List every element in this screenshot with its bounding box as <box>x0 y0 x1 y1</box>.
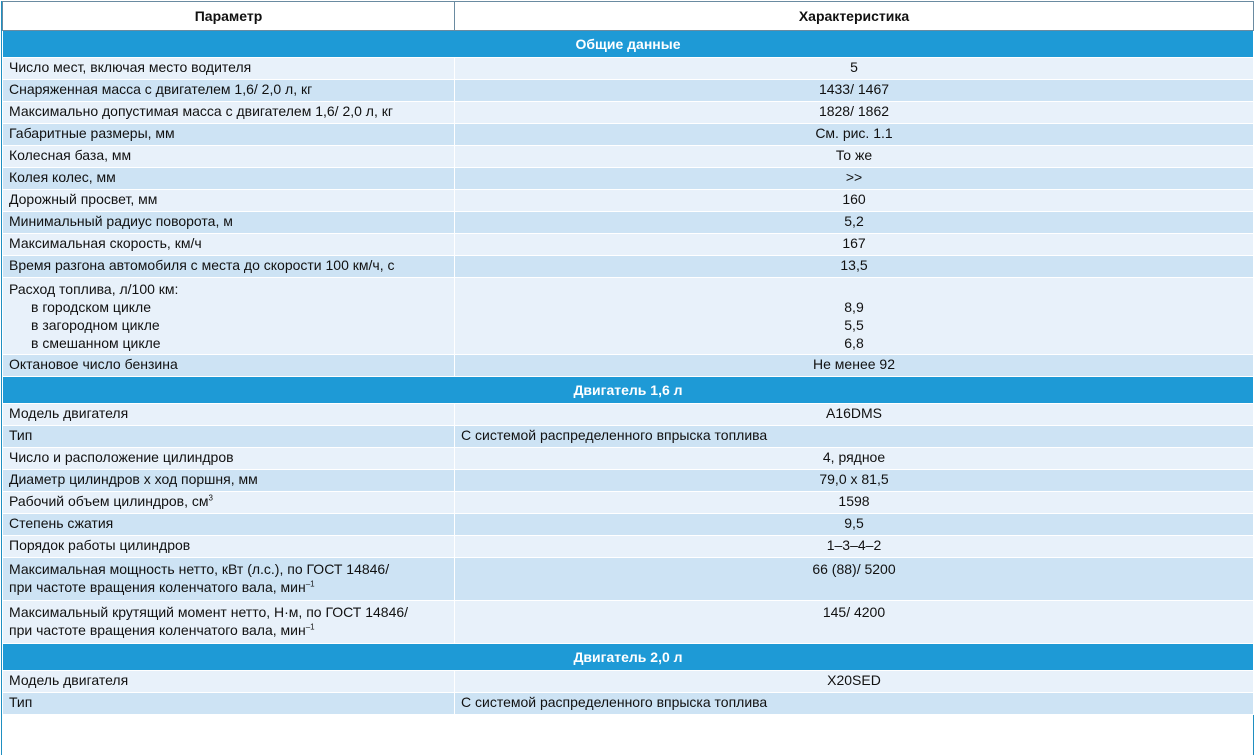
spec-table-container <box>1 1 1254 755</box>
table-row <box>3 58 1254 80</box>
param-cell <box>3 278 455 355</box>
value-cell: 145/ 4200 <box>455 601 1254 644</box>
blank-line <box>461 280 1247 298</box>
torque-line-2: при частоте вращения коленчатого вала, мин <box>9 622 306 638</box>
table-row <box>3 470 1254 492</box>
table-row <box>3 146 1254 168</box>
table-header-row <box>3 2 1254 31</box>
value-cell: 79,0 х 81,5 <box>455 470 1254 492</box>
param-cell: Колесная база, мм <box>3 146 455 168</box>
param-cell: Модель двигателя <box>3 671 455 693</box>
param-cell: Порядок работы цилиндров <box>3 536 455 558</box>
table-row <box>3 514 1254 536</box>
table-row <box>3 256 1254 278</box>
value-cell <box>455 278 1254 355</box>
table-row <box>3 536 1254 558</box>
power-line-2: при частоте вращения коленчатого вала, мин <box>9 579 306 595</box>
value-cell: 1–3–4–2 <box>455 536 1254 558</box>
table-row <box>3 124 1254 146</box>
param-cell: Диаметр цилиндров х ход поршня, мм <box>3 470 455 492</box>
value-cell: См. рис. 1.1 <box>455 124 1254 146</box>
param-cell: Модель двигателя <box>3 404 455 426</box>
table-row <box>3 355 1254 377</box>
param-cell: Тип <box>3 693 455 715</box>
value-cell: 5 <box>455 58 1254 80</box>
value-cell: 66 (88)/ 5200 <box>455 558 1254 601</box>
param-cell: Тип <box>3 426 455 448</box>
param-cell: Снаряженная масса с двигателем 1,6/ 2,0 л, кг <box>3 80 455 102</box>
spec-table <box>2 1 1254 715</box>
table-row-torque <box>3 601 1254 644</box>
param-cell: Колея колес, мм <box>3 168 455 190</box>
value-cell: 160 <box>455 190 1254 212</box>
param-cell <box>3 492 455 514</box>
section-engine-20 <box>3 644 1254 671</box>
param-cell: Максимально допустимая масса с двигателем 1,6/ 2,0 л, кг <box>3 102 455 124</box>
table-row <box>3 448 1254 470</box>
section-title: Двигатель 2,0 л <box>3 644 1254 671</box>
value-cell: 1433/ 1467 <box>455 80 1254 102</box>
param-cell: Минимальный радиус поворота, м <box>3 212 455 234</box>
param-cell <box>3 601 455 644</box>
value-cell: 4, рядное <box>455 448 1254 470</box>
param-cell: Максимальная скорость, км/ч <box>3 234 455 256</box>
section-engine-16 <box>3 377 1254 404</box>
section-general <box>3 31 1254 58</box>
torque-line-1: Максимальный крутящий момент нетто, Н·м, по ГОСТ 14846/ <box>9 604 409 620</box>
table-row <box>3 80 1254 102</box>
table-row <box>3 426 1254 448</box>
value-cell: 9,5 <box>455 514 1254 536</box>
param-cell: Число мест, включая место водителя <box>3 58 455 80</box>
superscript: 3 <box>208 493 213 503</box>
table-row <box>3 190 1254 212</box>
value-cell: 1828/ 1862 <box>455 102 1254 124</box>
table-row <box>3 168 1254 190</box>
param-cell: Октановое число бензина <box>3 355 455 377</box>
superscript: –1 <box>305 622 315 632</box>
fuel-highway-label: в загородном цикле <box>31 317 160 333</box>
table-row <box>3 492 1254 514</box>
fuel-city-value: 8,9 <box>844 299 864 315</box>
value-cell: A16DMS <box>455 404 1254 426</box>
value-cell: То же <box>455 146 1254 168</box>
param-text: Рабочий объем цилиндров, см <box>9 493 209 509</box>
header-param: Параметр <box>3 2 455 31</box>
param-cell: Число и расположение цилиндров <box>3 448 455 470</box>
value-cell: >> <box>455 168 1254 190</box>
fuel-highway-value: 5,5 <box>844 317 864 333</box>
param-cell <box>3 558 455 601</box>
fuel-mixed-label: в смешанном цикле <box>31 335 161 351</box>
value-cell: X20SED <box>455 671 1254 693</box>
section-title: Общие данные <box>3 31 1254 58</box>
table-row <box>3 102 1254 124</box>
table-row <box>3 234 1254 256</box>
value-cell: 1598 <box>455 492 1254 514</box>
fuel-city-label: в городском цикле <box>31 299 152 315</box>
table-row <box>3 693 1254 715</box>
param-cell: Габаритные размеры, мм <box>3 124 455 146</box>
value-cell: С системой распределенного впрыска топлива <box>455 426 1254 448</box>
fuel-mixed-value: 6,8 <box>844 335 864 351</box>
param-cell: Дорожный просвет, мм <box>3 190 455 212</box>
value-cell: 13,5 <box>455 256 1254 278</box>
value-cell: Не менее 92 <box>455 355 1254 377</box>
power-line-1: Максимальная мощность нетто, кВт (л.с.), по ГОСТ 14846/ <box>9 561 390 577</box>
table-row-power <box>3 558 1254 601</box>
table-row-fuel <box>3 278 1254 355</box>
value-cell: 5,2 <box>455 212 1254 234</box>
section-title: Двигатель 1,6 л <box>3 377 1254 404</box>
param-cell: Степень сжатия <box>3 514 455 536</box>
table-row <box>3 404 1254 426</box>
table-row <box>3 212 1254 234</box>
fuel-label: Расход топлива, л/100 км: <box>9 281 179 297</box>
value-cell: 167 <box>455 234 1254 256</box>
header-spec: Характеристика <box>455 2 1254 31</box>
value-cell: С системой распределенного впрыска топлива <box>455 693 1254 715</box>
table-row <box>3 671 1254 693</box>
superscript: –1 <box>305 579 315 589</box>
param-cell: Время разгона автомобиля с места до скорости 100 км/ч, с <box>3 256 455 278</box>
